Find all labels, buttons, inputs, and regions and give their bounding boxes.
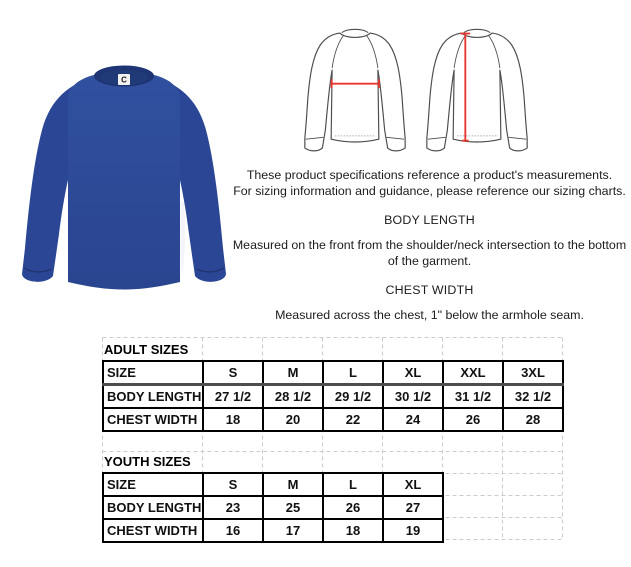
value-cell: 30 1/2 [383,385,443,409]
row-label: BODY LENGTH [103,385,203,409]
shirt-body [68,71,180,290]
neck-tag-logo: C [121,75,127,85]
value-cell: 19 [383,519,443,542]
value-cell: 20 [263,408,323,431]
value-cell: 28 1/2 [263,385,323,409]
value-cell: 17 [263,519,323,542]
value-cell: 16 [203,519,263,542]
size-charts-sheet [102,337,568,544]
shirt-photo-illustration [8,42,240,306]
value-cell: 32 1/2 [503,385,563,409]
product-photo [8,42,240,306]
header-cell: XL [383,361,443,385]
chest-width-description: Measured across the chest, 1" below the armhole seam. [275,308,584,322]
header-cell: SIZE [103,473,203,496]
value-cell: 29 1/2 [323,385,383,409]
value-cell: 24 [383,408,443,431]
header-cell: M [263,361,323,385]
value-cell: 18 [323,519,383,542]
chest-width-heading: CHEST WIDTH [385,283,474,297]
header-cell: 3XL [503,361,563,385]
header-cell: XXL [443,361,503,385]
row-label: CHEST WIDTH [103,519,203,542]
table-row [103,496,443,519]
shirt-fold-highlight [180,202,185,278]
value-cell: 27 1/2 [203,385,263,409]
value-cell: 31 1/2 [443,385,503,409]
header-cell: L [323,361,383,385]
header-cell: L [323,473,383,496]
value-cell: 18 [203,408,263,431]
body-length-heading: BODY LENGTH [384,213,475,227]
intro-line-1: These product specifications reference a product's measurements. [246,168,613,182]
body-length-description: Measured on the front from the shoulder/neck intersection to the bottom of the garment. [232,238,627,268]
adult-sizes-table [102,360,564,432]
adult-sizes-title: ADULT SIZES [104,342,189,357]
youth-sizes-title: YOUTH SIZES [104,454,191,469]
value-cell: 26 [323,496,383,519]
table-row [103,385,563,409]
chest-width-diagram [299,21,411,166]
body-length-diagram [421,21,533,166]
value-cell: 23 [203,496,263,519]
table-row [103,519,443,542]
youth-sizes-table [102,472,444,543]
header-cell: SIZE [103,361,203,385]
value-cell: 25 [263,496,323,519]
row-label: BODY LENGTH [103,496,203,519]
table-row [103,473,443,496]
value-cell: 27 [383,496,443,519]
intro-line-2: For sizing information and guidance, please reference our sizing charts. [233,184,626,198]
value-cell: 22 [323,408,383,431]
header-cell: M [263,473,323,496]
header-cell: S [203,473,263,496]
table-row [103,408,563,431]
value-cell: 28 [503,408,563,431]
table-row [103,361,563,385]
header-cell: S [203,361,263,385]
row-label: CHEST WIDTH [103,408,203,431]
value-cell: 26 [443,408,503,431]
header-cell: XL [383,473,443,496]
spec-copy [228,167,631,323]
